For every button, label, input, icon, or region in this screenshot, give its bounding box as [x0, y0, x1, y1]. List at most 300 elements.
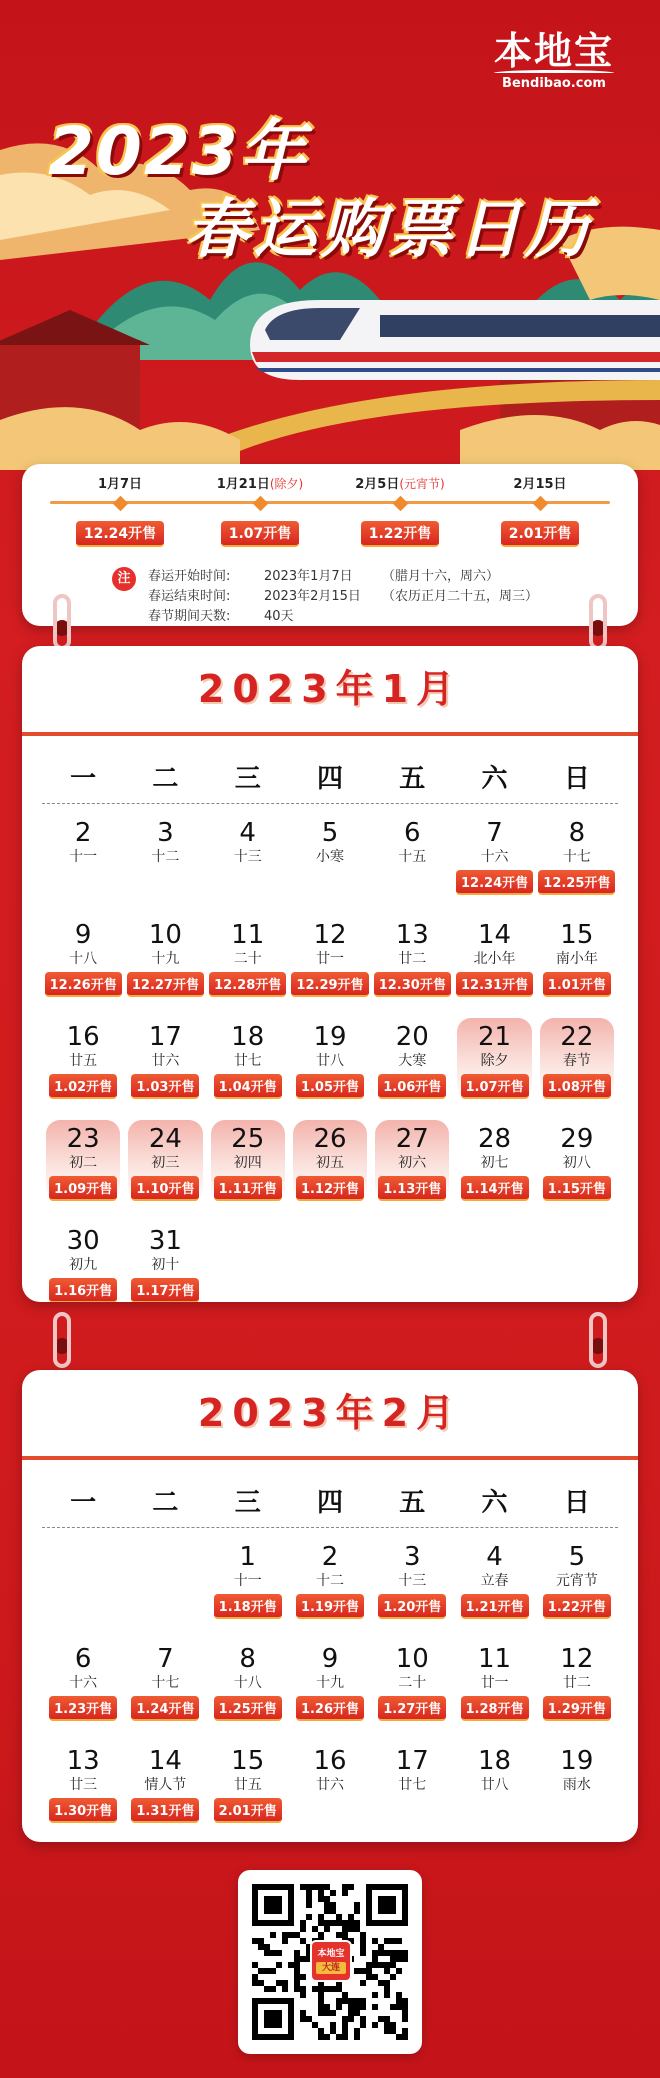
day-number: 7: [486, 818, 503, 848]
lunar-date: 廿一: [480, 1675, 509, 1691]
lunar-date: 廿八: [480, 1777, 509, 1793]
qr-module: [294, 1932, 300, 1938]
timeline-sale-badge: 1.22开售: [361, 521, 440, 547]
qr-module: [342, 1926, 348, 1932]
day-cell: [207, 914, 289, 1002]
qr-module: [372, 1992, 378, 1998]
day-number: 19: [560, 1746, 594, 1776]
qr-module: [402, 2034, 408, 2040]
qr-module: [324, 2034, 330, 2040]
qr-module: [330, 2010, 336, 2016]
day-cell: [536, 1638, 618, 1726]
qr-center-logo: [310, 1940, 352, 1982]
day-number: 3: [404, 1542, 421, 1572]
qr-module: [270, 1932, 276, 1938]
qr-module: [372, 2004, 378, 2010]
qr-module: [282, 1980, 288, 1986]
day-number: 9: [321, 1644, 339, 1674]
qr-module: [390, 1962, 396, 1968]
timeline-item: [205, 474, 315, 547]
qr-module: [372, 1962, 378, 1968]
qr-module: [318, 2028, 324, 2034]
sale-date-badge: 12.27开售: [127, 972, 204, 997]
day-cell: [124, 812, 206, 900]
qr-module: [384, 1968, 390, 1974]
sale-date-badge: 1.30开售: [49, 1798, 117, 1823]
lunar-date: 十一: [69, 849, 98, 865]
qr-module: [348, 1914, 354, 1920]
sale-date-badge: 1.23开售: [49, 1696, 117, 1721]
sale-date-badge: 1.31开售: [131, 1798, 199, 1823]
lunar-date: 廿七: [233, 1053, 262, 1069]
qr-module: [336, 1932, 342, 1938]
note-line: [148, 607, 538, 627]
day-cell: [536, 1740, 618, 1828]
day-cell: [536, 1536, 618, 1624]
day-number: 13: [395, 920, 429, 950]
qr-module: [348, 1920, 354, 1926]
day-number: 18: [478, 1746, 512, 1776]
timeline-date: 1月21日: [216, 477, 270, 492]
qr-module: [324, 1896, 330, 1902]
brand-url: Bendibao.com: [502, 76, 606, 91]
qr-module: [330, 1908, 336, 1914]
qr-module: [276, 1962, 282, 1968]
qr-finder-pattern: [264, 1896, 282, 1914]
sale-date-badge: 1.09开售: [49, 1176, 117, 1201]
lunar-date: 南小年: [555, 951, 598, 967]
note-value: 2023年1月7日: [264, 569, 353, 584]
sale-date-badge: 1.28开售: [461, 1696, 529, 1721]
qr-module: [348, 2010, 354, 2016]
qr-module: [300, 1992, 306, 1998]
day-cell: [371, 1536, 453, 1624]
sale-date-badge: 1.16开售: [49, 1278, 117, 1302]
lunar-date: 立春: [480, 1573, 509, 1589]
sale-date-badge: 1.01开售: [543, 972, 611, 997]
sale-date-badge: 1.06开售: [378, 1074, 446, 1099]
qr-module: [300, 1926, 306, 1932]
day-cell: [371, 1638, 453, 1726]
qr-module: [306, 1914, 312, 1920]
day-number: 31: [148, 1226, 182, 1256]
binder-ring: [589, 594, 607, 650]
day-cell: [289, 812, 371, 900]
day-number: 14: [148, 1746, 182, 1776]
timeline-note: (除夕): [269, 477, 304, 491]
day-grid: [42, 812, 618, 1302]
qr-logo-brand: 本地宝: [317, 1949, 345, 1959]
qr-module: [318, 1914, 324, 1920]
qr-finder-pattern: [264, 2010, 282, 2028]
empty-cell: [124, 1536, 206, 1624]
weekday-label: 五: [399, 764, 426, 794]
lunar-date: 廿七: [398, 1777, 427, 1793]
qr-module: [390, 1938, 396, 1944]
qr-module: [378, 1962, 384, 1968]
day-number: 6: [74, 1644, 92, 1674]
lunar-date: 初八: [562, 1155, 591, 1171]
qr-module: [312, 1986, 318, 1992]
day-number: 22: [560, 1022, 594, 1052]
day-number: 16: [313, 1746, 347, 1776]
qr-module: [396, 1950, 402, 1956]
qr-module: [330, 1890, 336, 1896]
lunar-date: 廿二: [398, 951, 427, 967]
sale-date-badge: 1.13开售: [378, 1176, 446, 1201]
qr-module: [306, 1902, 312, 1908]
day-number: 5: [321, 818, 339, 848]
qr-module: [378, 1944, 384, 1950]
qr-module: [270, 1950, 276, 1956]
qr-module: [402, 2010, 408, 2016]
sale-date-badge: 1.19开售: [296, 1594, 364, 1619]
diamond-marker-icon: [392, 496, 408, 512]
lunar-date: 十一: [233, 1573, 262, 1589]
qr-module: [306, 1890, 312, 1896]
qr-module: [288, 1932, 294, 1938]
sale-date-badge: 1.05开售: [296, 1074, 364, 1099]
qr-module: [330, 1986, 336, 1992]
weekday-header: [42, 758, 618, 804]
day-number: 30: [66, 1226, 100, 1256]
lunar-date: 十二: [151, 849, 180, 865]
lunar-date: 十二: [315, 1573, 344, 1589]
day-cell: [207, 1016, 289, 1104]
lunar-date: 元宵节: [555, 1573, 598, 1589]
day-number: 21: [478, 1022, 512, 1052]
qr-module: [390, 2022, 396, 2028]
qr-module: [312, 2022, 318, 2028]
day-cell: [124, 1638, 206, 1726]
qr-module: [360, 1980, 366, 1986]
timeline-item: [65, 474, 175, 547]
day-number: 16: [66, 1022, 100, 1052]
qr-module: [360, 1944, 366, 1950]
day-cell: [42, 1016, 124, 1104]
qr-module: [336, 1986, 342, 1992]
day-cell: [207, 1118, 289, 1206]
calendar-card-january: [22, 646, 638, 1302]
day-cell: [124, 1220, 206, 1302]
qr-module: [384, 1950, 390, 1956]
day-number: 6: [404, 818, 421, 848]
day-cell: [207, 1740, 289, 1828]
qr-module: [342, 1932, 348, 1938]
qr-module: [318, 1998, 324, 2004]
day-number: 15: [231, 1746, 265, 1776]
day-number: 26: [313, 1124, 347, 1154]
qr-module: [306, 1896, 312, 1902]
sale-date-badge: 1.07开售: [461, 1074, 529, 1099]
qr-module: [318, 1896, 324, 1902]
qr-module: [396, 1956, 402, 1962]
day-number: 10: [395, 1644, 429, 1674]
qr-module: [258, 1980, 264, 1986]
qr-module: [300, 1974, 306, 1980]
day-number: 18: [231, 1022, 265, 1052]
qr-module: [342, 1890, 348, 1896]
lunar-date: 初六: [398, 1155, 427, 1171]
qr-module: [342, 2034, 348, 2040]
weekday-header: [42, 1482, 618, 1528]
lunar-date: 情人节: [144, 1777, 187, 1793]
qr-module: [294, 1974, 300, 1980]
lunar-date: 十七: [151, 1675, 180, 1691]
lunar-date: 廿六: [151, 1053, 180, 1069]
binder-ring: [589, 1312, 607, 1368]
lunar-date: 十三: [233, 849, 262, 865]
qr-module: [336, 1914, 342, 1920]
qr-module: [384, 1980, 390, 1986]
weekday-label: 二: [152, 764, 179, 794]
qr-module: [372, 1938, 378, 1944]
calendar-card-february: [22, 1370, 638, 1842]
lunar-date: 十九: [151, 951, 180, 967]
day-cell: [371, 812, 453, 900]
day-number: 2: [74, 818, 92, 848]
lunar-date: 二十: [398, 1675, 427, 1691]
qr-module: [342, 1920, 348, 1926]
note-value: 40天: [264, 609, 294, 624]
timeline-card: [22, 464, 638, 626]
qr-module: [276, 1980, 282, 1986]
sale-date-badge: 12.25开售: [538, 870, 615, 895]
qr-module: [300, 1938, 306, 1944]
sale-date-badge: 1.08开售: [543, 1074, 611, 1099]
day-cell: [371, 914, 453, 1002]
month-title: 2023年1月: [197, 667, 463, 711]
weekday-label: 日: [563, 1488, 590, 1518]
sale-date-badge: 1.03开售: [131, 1074, 199, 1099]
note-label: 春节期间天数:: [148, 609, 231, 624]
weekday-label: 二: [152, 1488, 179, 1518]
day-cell: [453, 1740, 535, 1828]
day-number: 12: [560, 1644, 594, 1674]
day-number: 20: [395, 1022, 429, 1052]
day-cell: [289, 914, 371, 1002]
sale-date-badge: 12.31开售: [456, 972, 533, 997]
qr-module: [282, 1938, 288, 1944]
qr-module: [396, 2004, 402, 2010]
lunar-date: 初七: [480, 1155, 509, 1171]
note-badge: 注: [112, 567, 136, 591]
lunar-date: 雨水: [562, 1777, 591, 1793]
sale-date-badge: 1.15开售: [543, 1176, 611, 1201]
qr-module: [294, 1956, 300, 1962]
weekday-label: 日: [563, 764, 590, 794]
lunar-date: 北小年: [473, 951, 516, 967]
binder-ring: [53, 1312, 71, 1368]
timeline-item: [485, 474, 595, 547]
qr-module: [258, 1968, 264, 1974]
qr-module: [336, 2004, 342, 2010]
qr-module: [348, 1926, 354, 1932]
qr-module: [366, 1968, 372, 1974]
qr-module: [300, 2010, 306, 2016]
qr-module: [354, 1908, 360, 1914]
day-cell: [124, 1118, 206, 1206]
diamond-marker-icon: [532, 496, 548, 512]
day-cell: [453, 1638, 535, 1726]
qr-module: [330, 1902, 336, 1908]
qr-module: [330, 2028, 336, 2034]
qr-module: [294, 1968, 300, 1974]
qr-module: [384, 1992, 390, 1998]
sale-date-badge: 1.18开售: [214, 1594, 282, 1619]
qr-module: [348, 1884, 354, 1890]
qr-module: [348, 2004, 354, 2010]
qr-module: [270, 1986, 276, 1992]
timeline-note: (元宵节): [399, 477, 445, 491]
day-number: 25: [231, 1124, 265, 1154]
day-number: 3: [157, 818, 174, 848]
sale-date-badge: 1.20开售: [378, 1594, 446, 1619]
qr-module: [324, 1920, 330, 1926]
qr-module: [360, 1968, 366, 1974]
day-cell: [371, 1016, 453, 1104]
brand-logo: [494, 30, 614, 92]
lunar-date: 廿五: [69, 1053, 98, 1069]
lunar-date: 十七: [562, 849, 591, 865]
day-number: 28: [478, 1124, 512, 1154]
qr-module: [330, 2022, 336, 2028]
lunar-date: 廿五: [233, 1777, 262, 1793]
day-number: 8: [239, 1644, 256, 1674]
weekday-label: 四: [316, 764, 343, 794]
day-cell: [289, 1118, 371, 1206]
day-number: 11: [478, 1644, 512, 1674]
qr-module: [402, 2004, 408, 2010]
day-cell: [453, 1016, 535, 1104]
qr-module: [300, 1920, 306, 1926]
qr-module: [324, 1986, 330, 1992]
qr-module: [342, 2016, 348, 2022]
qr-module: [402, 1950, 408, 1956]
day-cell: [124, 1740, 206, 1828]
qr-module: [342, 1998, 348, 2004]
qr-module: [294, 1962, 300, 1968]
qr-module: [360, 1998, 366, 2004]
day-cell: [453, 1118, 535, 1206]
day-grid: [42, 1536, 618, 1828]
qr-module: [366, 1974, 372, 1980]
day-number: 11: [231, 920, 265, 950]
weekday-label: 四: [316, 1488, 343, 1518]
lunar-date: 初十: [151, 1257, 180, 1273]
day-cell: [371, 1118, 453, 1206]
day-number: 14: [478, 920, 512, 950]
day-cell: [536, 914, 618, 1002]
sale-date-badge: 1.22开售: [543, 1594, 611, 1619]
lunar-date: 十八: [69, 951, 98, 967]
qr-module: [372, 1974, 378, 1980]
sale-date-badge: 1.02开售: [49, 1074, 117, 1099]
lunar-date: 小寒: [315, 849, 344, 865]
sale-date-badge: 1.04开售: [214, 1074, 282, 1099]
day-number: 2: [321, 1542, 339, 1572]
lunar-date: 廿三: [69, 1777, 98, 1793]
day-number: 10: [148, 920, 182, 950]
qr-module: [318, 1932, 324, 1938]
lunar-date: 廿八: [315, 1053, 344, 1069]
qr-module: [396, 1998, 402, 2004]
day-number: 8: [568, 818, 586, 848]
qr-module: [360, 1950, 366, 1956]
qr-module: [342, 2022, 348, 2028]
qr-module: [282, 1932, 288, 1938]
qr-module: [372, 1956, 378, 1962]
qr-logo-city: 大连: [316, 1962, 346, 1974]
weekday-label: 一: [70, 1488, 97, 1518]
qr-module: [342, 2028, 348, 2034]
sale-date-badge: 1.25开售: [214, 1696, 282, 1721]
lunar-date: 二十: [233, 951, 262, 967]
qr-module: [282, 1986, 288, 1992]
qr-module: [318, 1920, 324, 1926]
qr-module: [330, 1920, 336, 1926]
qr-module: [276, 1950, 282, 1956]
day-number: 17: [395, 1746, 429, 1776]
timeline-sale-badge: 2.01开售: [501, 521, 580, 547]
day-cell: [453, 812, 535, 900]
header-banner: [0, 0, 660, 470]
qr-code[interactable]: [238, 1870, 422, 2054]
day-cell: [42, 1220, 124, 1302]
qr-module: [390, 2028, 396, 2034]
diamond-marker-icon: [252, 496, 268, 512]
qr-module: [402, 1956, 408, 1962]
sale-date-badge: 12.30开售: [374, 972, 451, 997]
lunar-date: 初二: [69, 1155, 98, 1171]
sale-date-badge: 1.12开售: [296, 1176, 364, 1201]
qr-module: [390, 1974, 396, 1980]
lunar-date: 十八: [233, 1675, 262, 1691]
month-title: 2023年2月: [197, 1391, 463, 1435]
qr-module: [354, 1902, 360, 1908]
qr-module: [252, 1938, 258, 1944]
qr-module: [384, 1938, 390, 1944]
day-cell: [289, 1740, 371, 1828]
qr-module: [354, 2004, 360, 2010]
day-cell: [371, 1740, 453, 1828]
qr-module: [354, 1926, 360, 1932]
qr-module: [300, 1884, 306, 1890]
qr-module: [378, 1950, 384, 1956]
qr-module: [366, 1962, 372, 1968]
sale-date-badge: 1.11开售: [214, 1176, 282, 1201]
qr-module: [372, 2022, 378, 2028]
day-cell: [453, 1536, 535, 1624]
note-value: 2023年2月15日: [264, 589, 361, 604]
sale-date-badge: 1.14开售: [461, 1176, 529, 1201]
day-number: 17: [148, 1022, 182, 1052]
day-number: 23: [66, 1124, 100, 1154]
lunar-date: 十五: [398, 849, 427, 865]
note-line: [148, 567, 538, 587]
day-cell: [536, 1118, 618, 1206]
title-divider: [22, 732, 638, 736]
qr-module: [384, 2028, 390, 2034]
qr-module: [252, 1962, 258, 1968]
qr-module: [336, 1920, 342, 1926]
note-extra: （腊月十六，周六）: [382, 569, 500, 584]
qr-module: [354, 1920, 360, 1926]
timeline-date: 2月5日: [355, 477, 400, 492]
qr-module: [300, 2016, 306, 2022]
qr-module: [264, 1986, 270, 1992]
lunar-date: 春节: [562, 1053, 591, 1069]
